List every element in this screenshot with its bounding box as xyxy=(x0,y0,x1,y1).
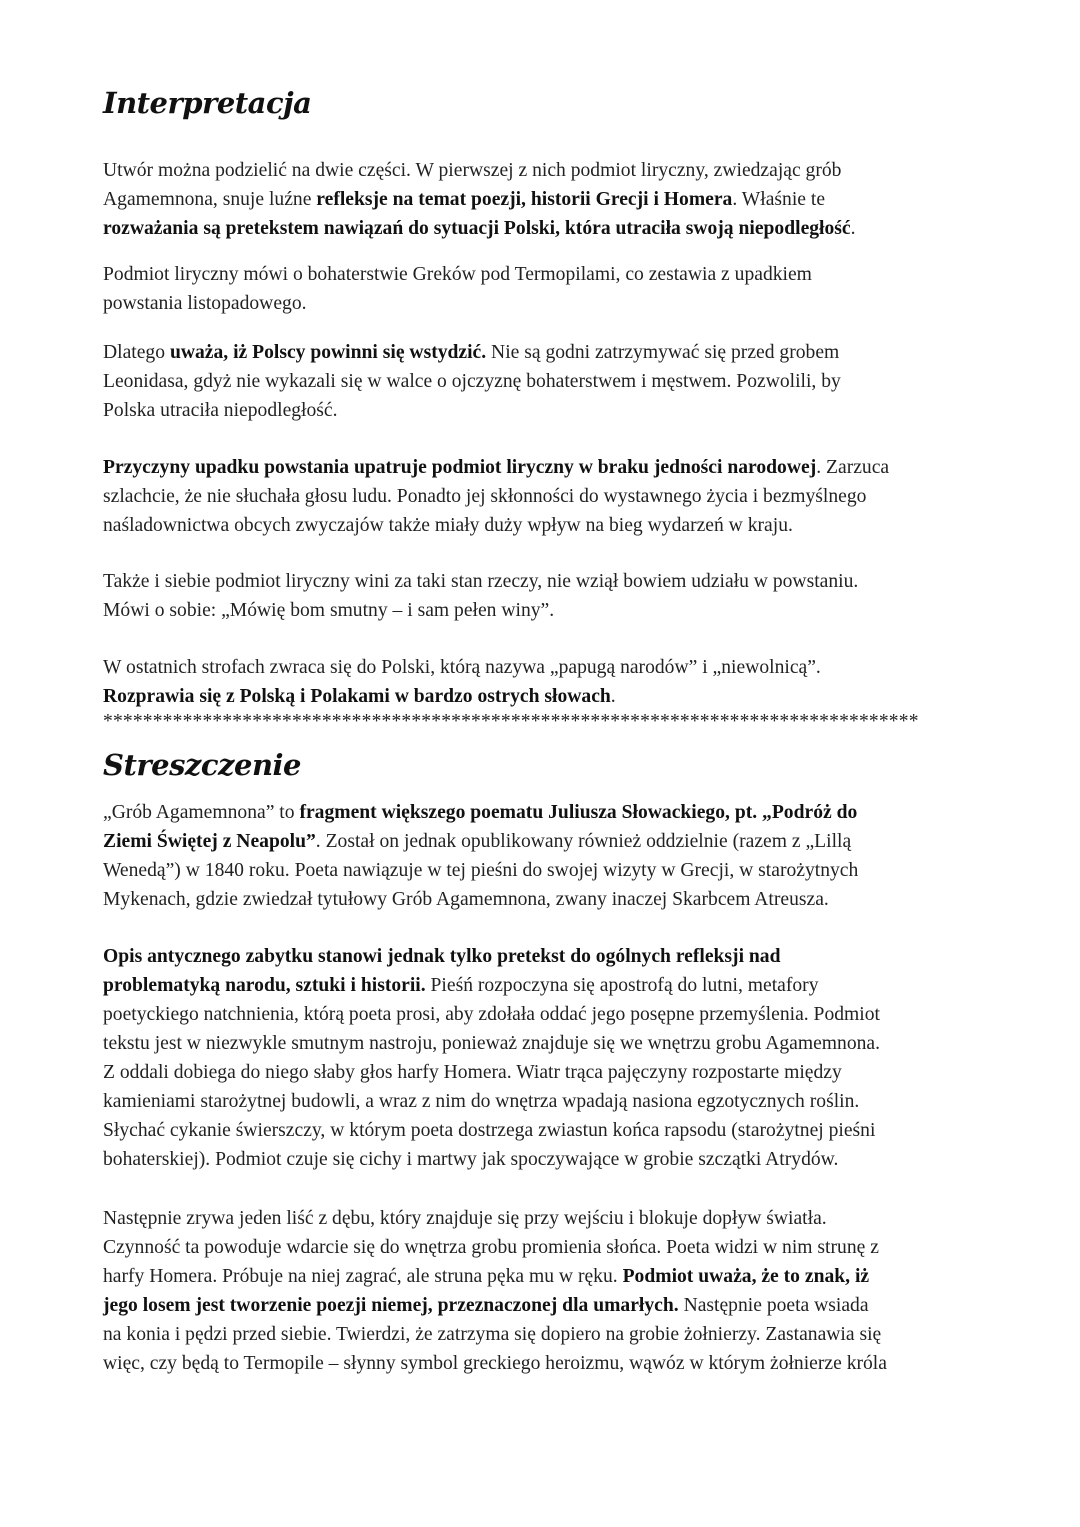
text-line: Mykenach, gdzie zwiedzał tytułowy Grób Agamemnona, zwany inaczej Skarbcem Atreusza. xyxy=(103,889,829,910)
bold-span: problematyką narodu, sztuki i historii. xyxy=(103,975,426,996)
text-line: tekstu jest w niezwykle smutnym nastroju, ponieważ znajduje się we wnętrzu grobu Agamemnona. xyxy=(103,1033,881,1054)
text-line xyxy=(103,942,988,971)
text-line xyxy=(103,971,988,1000)
text-line: na konia i pędzi przed siebie. Twierdzi, że zatrzyma się dopiero na grobie żołnierzy. Zastanawia się xyxy=(103,1324,882,1345)
bold-span: Rozprawia się z Polską i Polakami w bardzo ostrych słowach xyxy=(103,686,611,707)
paragraph-7 xyxy=(103,798,988,914)
heading-streszczenie: Streszczenie xyxy=(103,748,301,782)
text-line xyxy=(103,214,988,243)
bold-span: uważa, iż Polscy powinni się wstydzić. xyxy=(169,342,487,363)
text-line xyxy=(103,185,988,214)
text-line: więc, czy będą to Termopile – słynny symbol greckiego heroizmu, wąwóz w którym żołnierze króla xyxy=(103,1353,887,1374)
text-line: Leonidasa, gdyż nie wykazali się w walce o ojczyznę bohaterstwem i męstwem. Pozwolili, by xyxy=(103,371,841,392)
text-line: W ostatnich strofach zwraca się do Polski, którą nazywa „papugą narodów” i „niewolnicą”. xyxy=(103,657,821,678)
text-line: naśladownictwa obcych zwyczajów także miały duży wpływ na bieg wydarzeń w kraju. xyxy=(103,515,793,536)
text-line: Słychać cykanie świerszczy, w którym poeta dostrzega zwiastun końca rapsodu (starożytnej pieśni xyxy=(103,1120,876,1141)
text-span: . xyxy=(610,686,616,707)
bold-span: rozważania są pretekstem nawiązań do sytuacji Polski, która utraciła swoją niepodległość xyxy=(103,218,851,239)
paragraph-4 xyxy=(103,453,988,540)
text-line: Czynność ta powoduje wdarcie się do wnętrza grobu promienia słońca. Poeta widzi w nim strunę z xyxy=(103,1237,879,1258)
text-line: Następnie zrywa jeden liść z dębu, który znajduje się przy wejściu i blokuje dopływ światła. xyxy=(103,1208,827,1229)
paragraph-6 xyxy=(103,653,988,711)
text-line: bohaterskiej). Podmiot czuje się cichy i martwy jak spoczywające w grobie szczątki Atrydów. xyxy=(103,1149,839,1170)
text-span: . xyxy=(850,218,856,239)
text-line: powstania listopadowego. xyxy=(103,293,307,314)
text-line: Polska utraciła niepodległość. xyxy=(103,400,338,421)
text-span: harfy Homera. Próbuje na niej zagrać, ale struna pęka mu w ręku. xyxy=(103,1266,623,1287)
text-span: Pieśń rozpoczyna się apostrofą do lutni, metafory xyxy=(425,975,819,996)
asterisk-separator: ********************************************************************************** xyxy=(103,712,919,732)
paragraph-3 xyxy=(103,338,988,425)
text-line: kamieniami starożytnej budowli, a wraz z nim do wnętrza wpadają nasiona egzotycznych roślin. xyxy=(103,1091,860,1112)
paragraph-8 xyxy=(103,942,988,1174)
bold-span: fragment większego poematu Juliusza Słowackiego, pt. „Podróż do xyxy=(299,802,858,823)
text-line: szlachcie, że nie słuchała głosu ludu. Ponadto jej skłonności do wystawnego życia i bezmyślnego xyxy=(103,486,867,507)
text-line xyxy=(103,453,988,482)
bold-span: Podmiot uważa, że to znak, iż xyxy=(622,1266,870,1287)
text-span: „Grób Agamemnona” to xyxy=(103,802,300,823)
paragraph-2 xyxy=(103,260,988,318)
text-line xyxy=(103,1291,988,1320)
bold-span: jego losem jest tworzenie poezji niemej, przeznaczonej dla umarłych. xyxy=(103,1295,679,1316)
text-span: Dlatego xyxy=(103,342,170,363)
bold-span: Przyczyny upadku powstania upatruje podmiot liryczny w braku jedności narodowej xyxy=(103,457,817,478)
text-line: poetyckiego natchnienia, którą poeta prosi, aby zdołała oddać jego posępne przemyślenia. Podmiot xyxy=(103,1004,880,1025)
text-span: Następnie poeta wsiada xyxy=(678,1295,869,1316)
text-line: Podmiot liryczny mówi o bohaterstwie Greków pod Termopilami, co zestawia z upadkiem xyxy=(103,264,812,285)
text-span: . Został on jednak opublikowany również oddzielnie (razem z „Lillą xyxy=(315,831,852,852)
text-line: Z oddali dobiega do niego słaby głos harfy Homera. Wiatr trąca pajęczyny rozpostarte między xyxy=(103,1062,842,1083)
text-span: Nie są godni zatrzymywać się przed grobem xyxy=(486,342,840,363)
text-span: . Właśnie te xyxy=(732,189,826,210)
text-line xyxy=(103,682,988,711)
text-line: Wenedą”) w 1840 roku. Poeta nawiązuje w tej pieśni do swojej wizyty w Grecji, w starożytnych xyxy=(103,860,859,881)
text-span: Agamemnona, snuje luźne xyxy=(103,189,317,210)
paragraph-5 xyxy=(103,567,988,625)
text-line xyxy=(103,827,988,856)
paragraph-9 xyxy=(103,1204,988,1378)
paragraph-1 xyxy=(103,156,988,243)
bold-span: Ziemi Świętej z Neapolu” xyxy=(103,831,316,852)
text-line xyxy=(103,338,988,367)
text-line xyxy=(103,1262,988,1291)
bold-span: Opis antycznego zabytku stanowi jednak tylko pretekst do ogólnych refleksji nad xyxy=(103,946,781,967)
text-span: . Zarzuca xyxy=(816,457,890,478)
text-line xyxy=(103,798,988,827)
text-line: Mówi o sobie: „Mówię bom smutny – i sam pełen winy”. xyxy=(103,600,555,621)
text-line: Także i siebie podmiot liryczny wini za taki stan rzeczy, nie wziął bowiem udziału w powstaniu. xyxy=(103,571,859,592)
heading-interpretacja: Interpretacja xyxy=(103,86,312,120)
text-line: Utwór można podzielić na dwie części. W pierwszej z nich podmiot liryczny, zwiedzając grób xyxy=(103,160,842,181)
bold-span: refleksje na temat poezji, historii Grecji i Homera xyxy=(316,189,733,210)
